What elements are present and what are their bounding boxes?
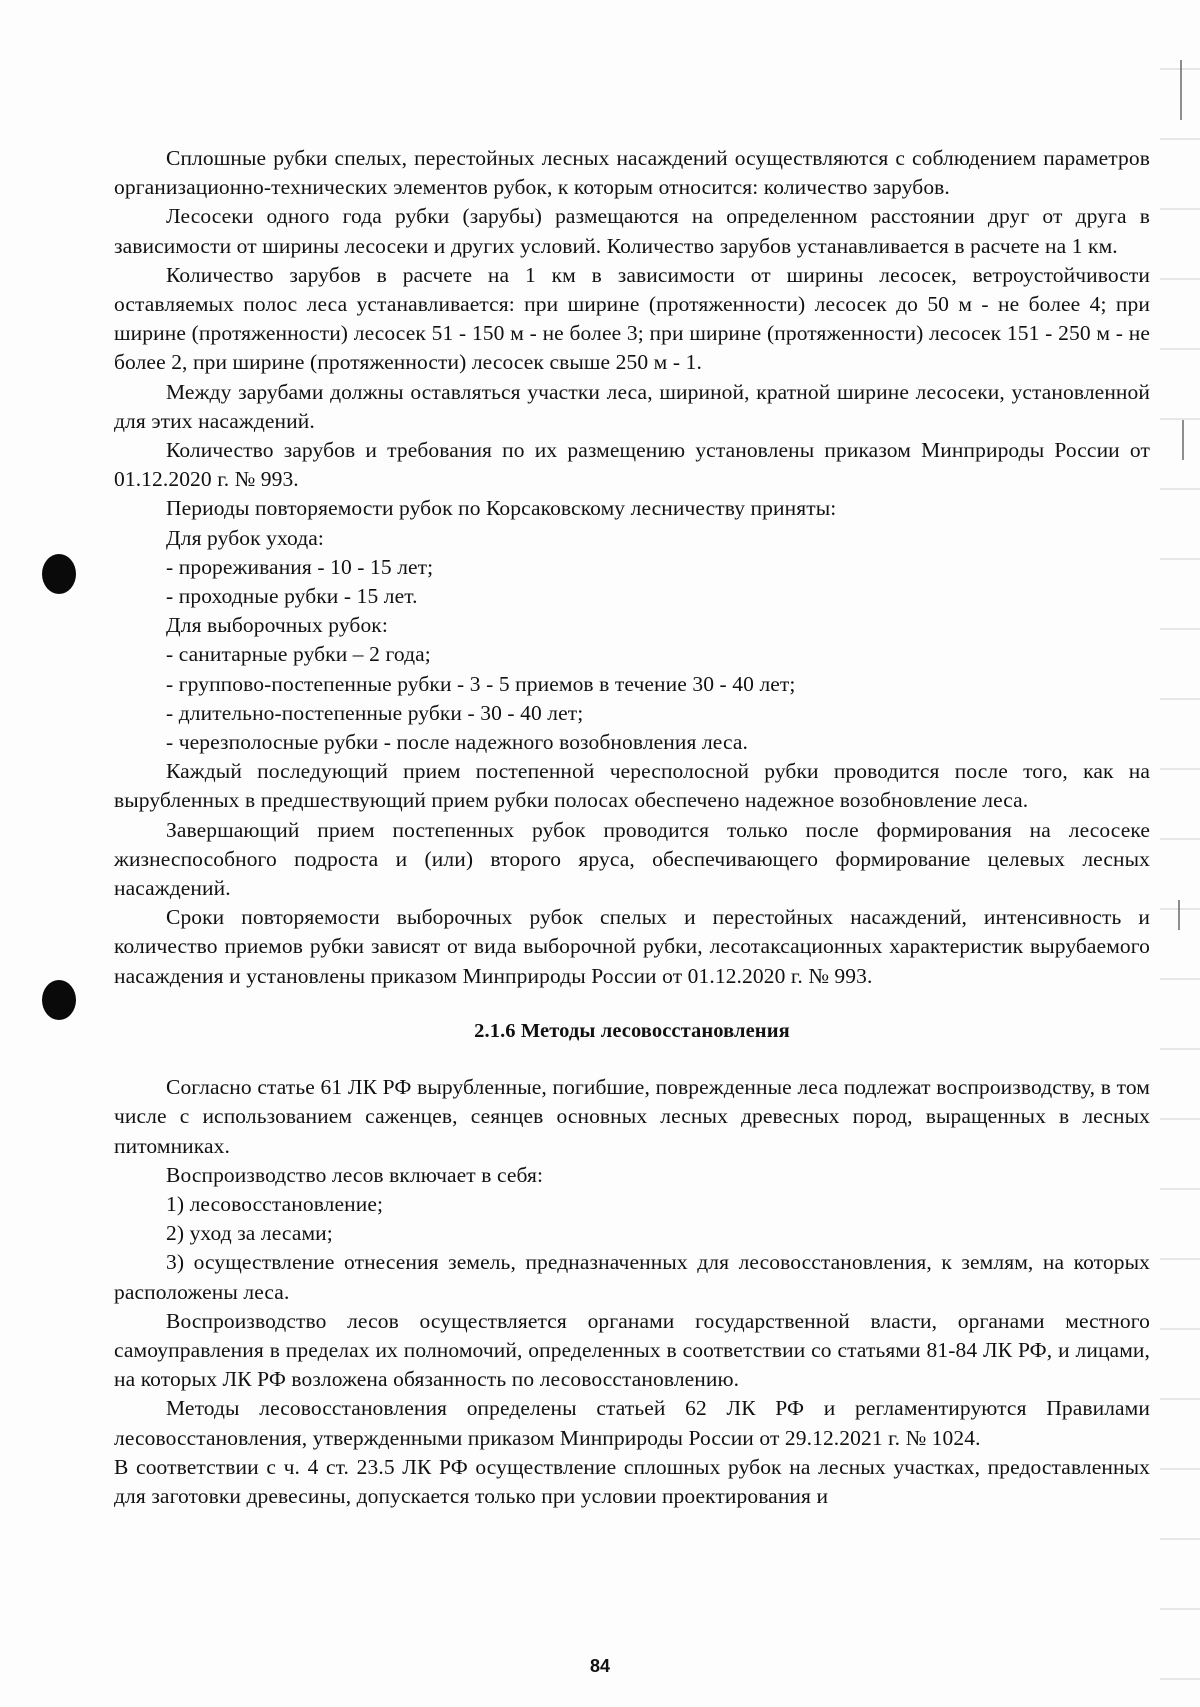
list-item: - прореживания - 10 - 15 лет;: [166, 554, 434, 579]
page-number: 84: [589, 1656, 611, 1676]
list-item: Для выборочных рубок:: [166, 613, 388, 638]
paragraph: Количество зарубов в расчете на 1 км в зависимости от ширины лесосек, ветроустойчивости оставляемых полос леса устанавливается: при ширине (протяженности) лесосек до 50 м - не более 4; при ширине (протяженности) лесосек 51 - 150 м - не более 3; при ширине (протяженности) лесосек 151 - 250 м - не более 2, при ширине (протяженности) лесосек свыше 250 м - 1.: [114, 262, 1150, 375]
paragraph: Сплошные рубки спелых, перестойных лесных насаждений осуществляются с соблюдением параметров организационно-технических элементов рубок, к которым относится: количество зарубов.: [114, 146, 1150, 200]
paragraph: В соответствии с ч. 4 ст. 23.5 ЛК РФ осуществление сплошных рубок на лесных участках, предоставленных для заготовки древесины, допускается только при условии проектирования и: [114, 1454, 1150, 1508]
paragraph: Согласно статье 61 ЛК РФ вырубленные, погибшие, поврежденные леса подлежат воспроизводству, в том числе с использованием саженцев, сеянцев основных лесных древесных пород, выращенных в лесных питомниках.: [114, 1075, 1150, 1158]
scan-edge-noise: [1160, 40, 1200, 1680]
paragraph: Воспроизводство лесов осуществляется органами государственной власти, органами местного самоуправления в пределах их полномочий, определенных в соответствии со статьями 81-84 ЛК РФ, и лицами, на которых ЛК РФ возложена обязанность по лесовосстановлению.: [114, 1308, 1150, 1392]
list-item: - проходные рубки - 15 лет.: [166, 584, 418, 609]
paragraph: Количество зарубов и требования по их размещению установлены приказом Минприроды России от 01.12.2020 г. № 993.: [114, 438, 1150, 492]
list-item: - черезполосные рубки - после надежного возобновления леса.: [166, 730, 749, 755]
list-item: - санитарные рубки – 2 года;: [166, 642, 431, 667]
paragraph: Завершающий прием постепенных рубок проводится только после формирования на лесосеке жизнеспособного подроста и (или) второго яруса, обеспечивающего формирование целевых лесных насаждений.: [114, 817, 1150, 901]
punch-hole-mark: [42, 980, 76, 1020]
paragraph: Периоды повторяемости рубок по Корсаковскому лесничеству приняты:: [166, 496, 837, 521]
paragraph: Лесосеки одного года рубки (зарубы) размещаются на определенном расстоянии друг от друга в зависимости от ширины лесосеки и других условий. Количество зарубов устанавливается в расчете на 1 км.: [114, 204, 1150, 258]
list-item: Воспроизводство лесов включает в себя:: [166, 1162, 544, 1187]
punch-hole-mark: [42, 554, 76, 594]
paragraph: 3) осуществление отнесения земель, предназначенных для лесовосстановления, к землям, на которых расположены леса.: [114, 1250, 1150, 1304]
paragraph: Между зарубами должны оставляться участки леса, шириной, кратной ширине лесосеки, установленной для этих насаждений.: [114, 379, 1150, 433]
list-item: 1) лесовосстановление;: [166, 1191, 384, 1216]
list-item: Для рубок ухода:: [166, 525, 324, 550]
list-item: - группово-постепенные рубки - 3 - 5 приемов в течение 30 - 40 лет;: [166, 671, 796, 696]
paragraph: Каждый последующий прием постепенной чересполосной рубки проводится после того, как на вырубленных в предшествующий прием рубки полосах обеспечено надежное возобновление леса.: [114, 759, 1150, 813]
section-heading: 2.1.6 Методы лесовосстановления: [474, 1019, 790, 1042]
scan-edge-mark: [1180, 60, 1182, 120]
scan-edge-mark: [1178, 900, 1180, 930]
list-item: - длительно-постепенные рубки - 30 - 40 лет;: [166, 700, 584, 725]
scan-edge-mark: [1182, 420, 1184, 460]
document-body: [114, 144, 1150, 1511]
paragraph: Сроки повторяемости выборочных рубок спелых и перестойных насаждений, интенсивность и количество приемов рубки зависят от вида выборочной рубки, лесотаксационных характеристик вырубаемого насаждения и установлены приказом Минприроды России от 01.12.2020 г. № 993.: [114, 905, 1150, 988]
paragraph: Методы лесовосстановления определены статьей 62 ЛК РФ и регламентируются Правилами лесовосстановления, утвержденными приказом Минприроды России от 29.12.2021 г. № 1024.: [114, 1396, 1150, 1450]
list-item: 2) уход за лесами;: [166, 1221, 333, 1246]
